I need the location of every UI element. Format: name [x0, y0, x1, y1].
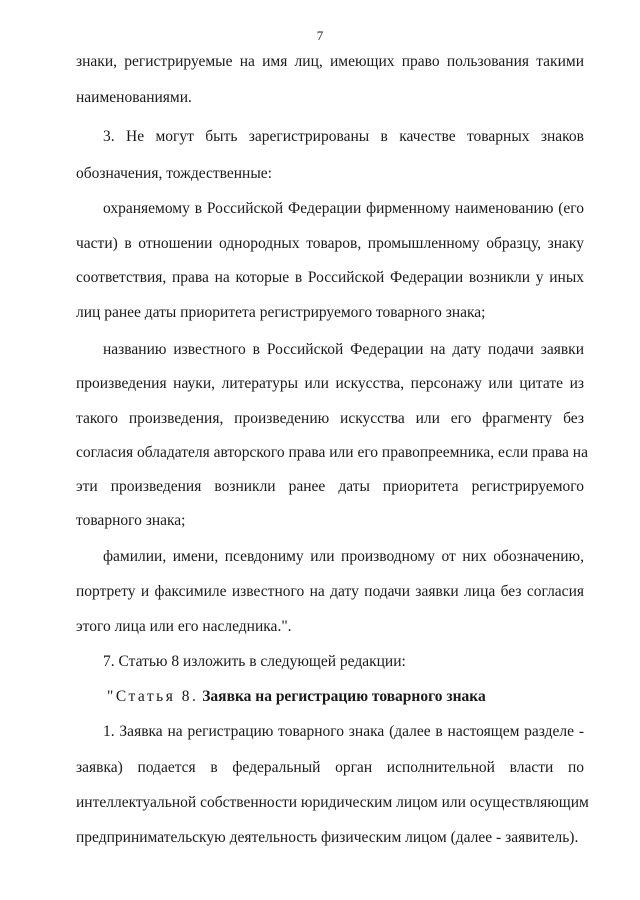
text-line: знаки, регистрируемые на имя лиц, имеющих право пользования такими [76, 53, 584, 70]
text-line: 3. Не могут быть зарегистрированы в качестве товарных знаков [103, 128, 584, 145]
text-line: охраняемому в Российской Федерации фирменному наименованию (его [103, 200, 584, 217]
text-line: фамилии, имени, псевдониму или производному от них обозначению, [103, 548, 584, 565]
article-heading-title: Заявка на регистрацию товарного знака [202, 688, 486, 705]
article-heading-prefix: "Статья 8. [107, 688, 199, 705]
text-line: интеллектуальной собственности юридическим лицом или осуществляющим [76, 794, 589, 811]
text-line: такого произведения, произведению искусства или его фрагменту без [76, 410, 584, 427]
text-line: товарного знака; [76, 512, 186, 529]
text-line: лиц ранее даты приоритета регистрируемого товарного знака; [76, 304, 486, 321]
text-line: эти произведения возникли ранее даты приоритета регистрируемого [76, 478, 584, 495]
article-heading [107, 687, 584, 707]
text-line: портрету и факсимиле известного на дату подачи заявки лица без согласия [76, 583, 584, 600]
text-line: наименованиями. [76, 89, 192, 106]
text-line: произведения науки, литературы или искусства, персонажу или цитате из [76, 375, 584, 392]
page-number: 7 [316, 28, 324, 43]
text-line: согласия обладателя авторского права или его правопреемника, если права на [76, 444, 588, 461]
text-line: этого лица или его наследника.". [76, 618, 292, 635]
text-line: 7. Статью 8 изложить в следующей редакции: [103, 653, 406, 670]
text-line: заявка) подается в федеральный орган исполнительной власти по [76, 759, 584, 776]
text-line: соответствия, права на которые в Российской Федерации возникли у иных [76, 269, 584, 286]
text-line: обозначения, тождественные: [76, 165, 272, 182]
text-line: предпринимательскую деятельность физическим лицом (далее - заявитель). [76, 829, 579, 846]
text-line: части) в отношении однородных товаров, промышленному образцу, знаку [76, 235, 584, 252]
text-line: названию известного в Российской Федерации на дату подачи заявки [103, 341, 584, 358]
text-line: 1. Заявка на регистрацию товарного знака (далее в настоящем разделе - [103, 723, 584, 740]
